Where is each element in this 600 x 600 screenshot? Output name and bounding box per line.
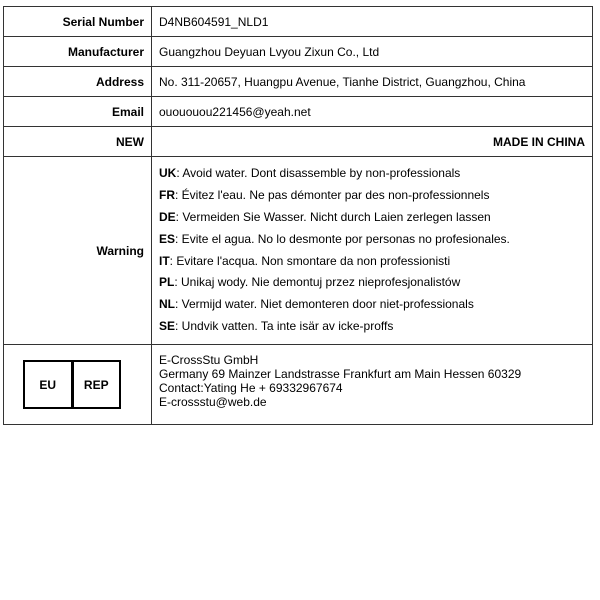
serial-number-row <box>4 7 593 37</box>
warning-text: : Evitare l'acqua. Non smontare da non professionisti <box>169 253 451 268</box>
warning-country-code: DE <box>159 209 176 224</box>
address-value: No. 311-20657, Huangpu Avenue, Tianhe District, Guangzhou, China <box>152 67 593 97</box>
eu-rep-address: Germany 69 Mainzer Landstrasse Frankfurt am Main Hessen 60329 <box>159 367 522 381</box>
manufacturer-value: Guangzhou Deyuan Lvyou Zixun Co., Ltd <box>152 37 593 67</box>
email-label: Email <box>4 97 152 127</box>
manufacturer-row <box>4 37 593 67</box>
email-value: ouououou221456@yeah.net <box>152 97 593 127</box>
warning-country-code: NL <box>159 297 175 312</box>
warning-label: Warning <box>4 157 152 345</box>
condition-label: NEW <box>4 127 152 157</box>
warning-line-se <box>159 316 585 338</box>
warning-text: : Evite el agua. No lo desmonte por personas no profesionales. <box>175 231 510 246</box>
origin-value: MADE IN CHINA <box>152 127 593 157</box>
serial-number-value: D4NB604591_NLD1 <box>152 7 593 37</box>
warning-country-code: ES <box>159 231 176 246</box>
product-label-table <box>3 6 593 425</box>
warning-line-it <box>159 251 585 273</box>
warning-line-pl <box>159 272 585 294</box>
warning-text: : Avoid water. Dont disassemble by non-professionals <box>176 166 461 181</box>
warning-line-uk <box>159 163 585 185</box>
warning-country-code: UK <box>159 166 177 181</box>
eu-rep-symbol <box>23 360 121 409</box>
eu-rep-contact: Contact:Yating He + 69332967674 <box>159 381 343 395</box>
eu-rep-symbol-right: REP <box>83 377 109 392</box>
warning-text: : Vermijd water. Niet demonteren door niet-professionals <box>175 297 474 312</box>
eu-rep-row <box>4 345 593 425</box>
warning-country-code: SE <box>159 318 176 333</box>
warning-text-block <box>152 157 593 345</box>
warning-text: : Undvik vatten. Ta inte isär av icke-proffs <box>175 318 394 333</box>
condition-row <box>4 127 593 157</box>
address-label: Address <box>4 67 152 97</box>
warning-text: : Vermeiden Sie Wasser. Nicht durch Laien zerlegen lassen <box>175 209 491 224</box>
warning-text: : Unikaj wody. Nie demontuj przez nieprofesjonalistów <box>174 275 461 290</box>
warning-line-es <box>159 229 585 251</box>
warning-country-code: PL <box>159 275 175 290</box>
warning-lines <box>159 163 585 337</box>
warning-country-code: IT <box>159 253 170 268</box>
eu-rep-symbol-cell <box>4 345 152 425</box>
manufacturer-label: Manufacturer <box>4 37 152 67</box>
eu-rep-symbol-left: EU <box>25 362 74 407</box>
warning-line-fr <box>159 185 585 207</box>
warning-row <box>4 157 593 345</box>
warning-line-nl <box>159 294 585 316</box>
serial-number-label: Serial Number <box>4 7 152 37</box>
warning-country-code: FR <box>159 188 175 203</box>
eu-rep-email: E-crossstu@web.de <box>159 395 267 409</box>
email-row <box>4 97 593 127</box>
address-row <box>4 67 593 97</box>
eu-rep-details <box>152 345 593 425</box>
warning-line-de <box>159 207 585 229</box>
eu-rep-company: E-CrossStu GmbH <box>159 353 259 367</box>
warning-text: : Évitez l'eau. Ne pas démonter par des non-professionnels <box>175 188 490 203</box>
